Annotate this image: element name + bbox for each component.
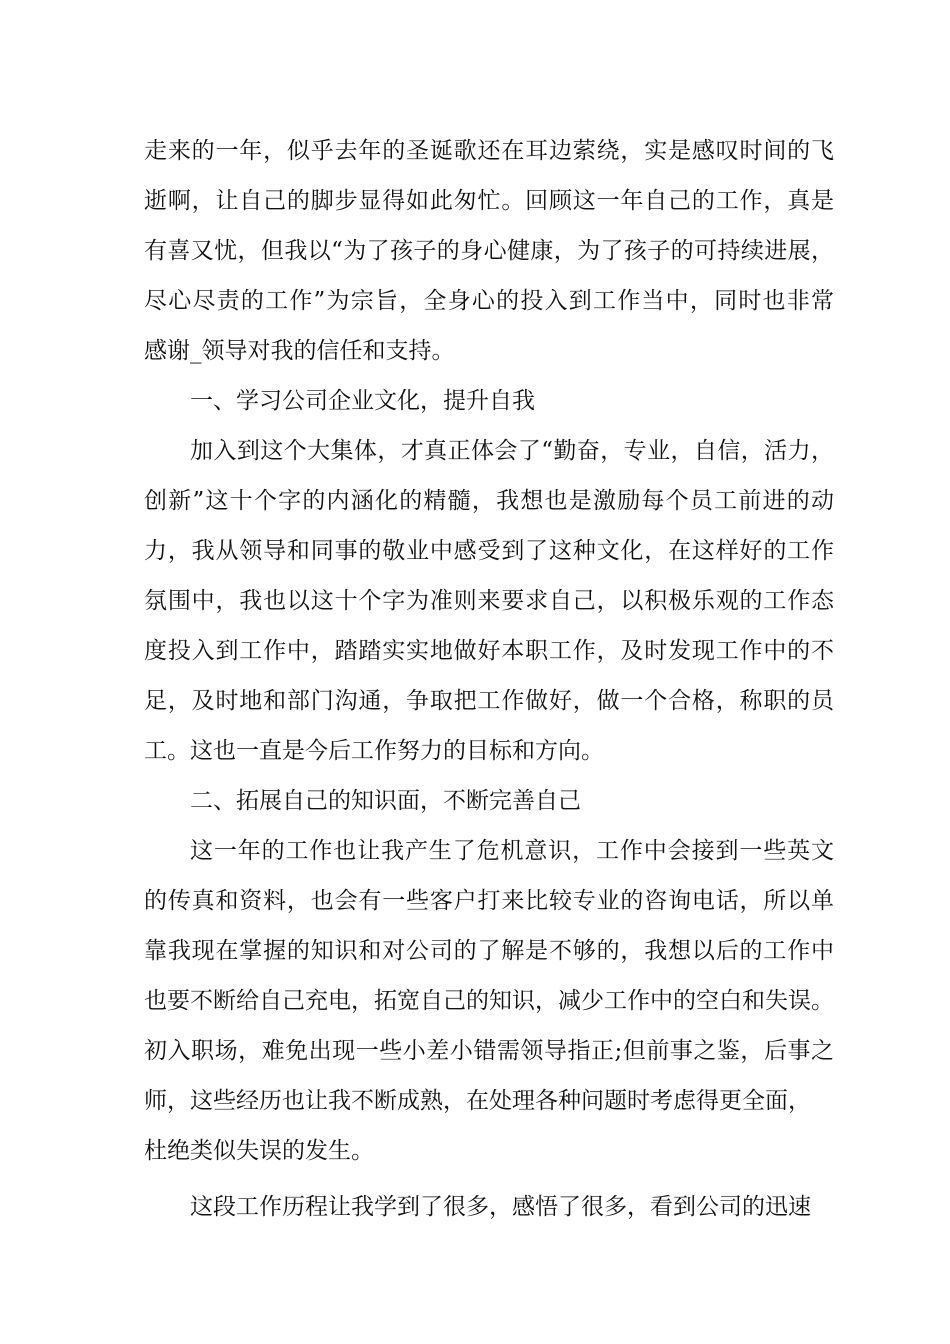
paragraph-line: 创新”这十个字的内涵化的精髓，我想也是激励每个员工前进的动 xyxy=(144,488,834,514)
paragraph-line: 杜绝类似失误的发生。 xyxy=(144,1138,374,1164)
paragraph-line: 工。这也一直是今后工作努力的目标和方向。 xyxy=(144,738,604,764)
paragraph-line: 师，这些经历也让我不断成熟，在处理各种问题时考虑得更全面， xyxy=(144,1088,811,1114)
paragraph-line: 也要不断给自己充电，拓宽自己的知识，减少工作中的空白和失误。 xyxy=(144,988,834,1014)
paragraph-line: 尽心尽责的工作”为宗旨，全身心的投入到工作当中，同时也非常 xyxy=(144,288,834,314)
paragraph-line: 的传真和资料，也会有一些客户打来比较专业的咨询电话，所以单 xyxy=(144,888,834,914)
paragraph-line: 加入到这个大集体，才真正体会了“勤奋，专业，自信，活力， xyxy=(190,438,834,464)
paragraph-line: 氛围中，我也以这十个字为准则来要求自己，以积极乐观的工作态 xyxy=(144,588,834,614)
paragraph-line: 度投入到工作中，踏踏实实地做好本职工作，及时发现工作中的不 xyxy=(144,638,834,664)
paragraph-line: 靠我现在掌握的知识和对公司的了解是不够的，我想以后的工作中 xyxy=(144,938,834,964)
document-body xyxy=(144,126,834,1232)
paragraph-line: 这一年的工作也让我产生了危机意识，工作中会接到一些英文 xyxy=(190,838,834,864)
paragraph-line: 力，我从领导和同事的敬业中感受到了这种文化，在这样好的工作 xyxy=(144,538,834,564)
paragraph-line: 这段工作历程让我学到了很多，感悟了很多，看到公司的迅速 xyxy=(190,1194,811,1220)
paragraph-line: 走来的一年，似乎去年的圣诞歌还在耳边萦绕，实是感叹时间的飞 xyxy=(144,138,834,164)
paragraph-line: 足，及时地和部门沟通，争取把工作做好，做一个合格，称职的员 xyxy=(144,688,834,714)
section-heading-1: 一、学习公司企业文化，提升自我 xyxy=(190,388,535,414)
paragraph-line: 逝啊，让自己的脚步显得如此匆忙。回顾这一年自己的工作，真是 xyxy=(144,188,834,214)
paragraph-line: 感谢_领导对我的信任和支持。 xyxy=(144,338,455,364)
section-heading-2: 二、拓展自己的知识面，不断完善自己 xyxy=(190,788,581,814)
paragraph-line: 初入职场，难免出现一些小差小错需领导指正;但前事之鉴，后事之 xyxy=(144,1038,834,1064)
paragraph-line: 有喜又忧，但我以“为了孩子的身心健康，为了孩子的可持续进展， xyxy=(144,238,834,264)
